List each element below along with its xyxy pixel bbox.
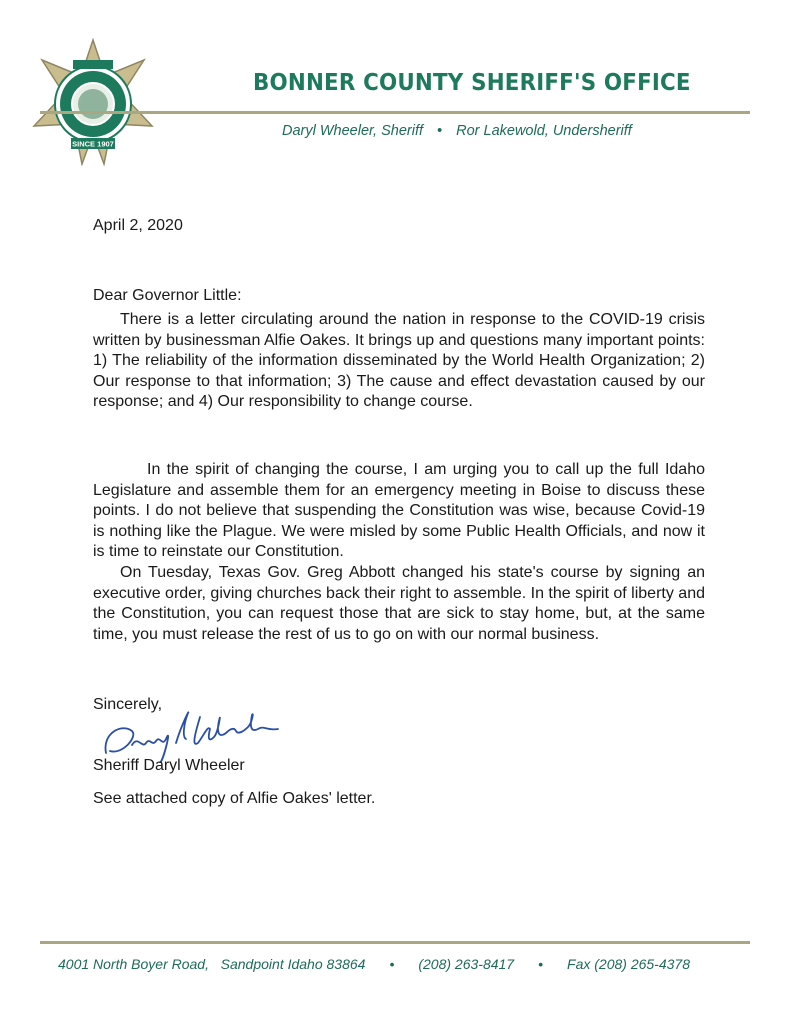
sheriff-name: Daryl Wheeler, Sheriff [282,123,424,139]
handwritten-signature [92,703,282,763]
letter-salutation: Dear Governor Little: [93,287,242,304]
separator: • [437,123,443,139]
letter-paragraph: On Tuesday, Texas Gov. Greg Abbott changed his state's course by signing an executive order, giving churches back their right to assemble. In the spirit of liberty and the Constitution, you can request those that are sick to stay home, but, at the same time, you must release the rest of us to go on with our normal business. [93,564,705,643]
undersheriff-name: Ror Lakewold, Undersheriff [456,123,632,139]
header-officials [282,123,632,139]
header-divider [40,111,750,114]
letter-postscript: See attached copy of Alfie Oakes' letter. [93,790,376,807]
letter-paragraph: In the spirit of changing the course, I am urging you to call up the full Idaho Legislature and assemble them for an emergency meeting in Boise to discuss these points. I do not believe that suspending the Constitution was wise, because Covid-19 is nothing like the Plague. We were misled by some Public Health Officials, and now it is time to reinstate our Constitution. [93,461,705,561]
separator: • [538,956,544,972]
office-name: BONNER COUNTY SHERIFF'S OFFICE [253,70,691,96]
footer-divider [40,941,750,944]
footer-fax: Fax (208) 265-4378 [567,956,690,972]
sheriff-badge-logo [32,38,154,166]
signature-name: Sheriff Daryl Wheeler [93,757,245,774]
separator: • [389,956,395,972]
footer-phone: (208) 263-8417 [418,956,515,972]
badge-since-label: SINCE 1907 [72,139,114,149]
letter-date: April 2, 2020 [93,217,183,234]
letter-closing: Sincerely, [93,696,163,713]
footer-address: 4001 North Boyer Road, Sandpoint Idaho 83864 [58,956,366,972]
letter-paragraph: There is a letter circulating around the nation in response to the COVID-19 crisis written by businessman Alfie Oakes. It brings up and questions many important points: 1) The reliability of the information disseminated by the World Health Organization; 2) Our response to that information; 3) The cause and effect devastation caused by our response; and 4) Our responsibility to change course. [93,311,705,411]
footer-contact [58,956,714,972]
